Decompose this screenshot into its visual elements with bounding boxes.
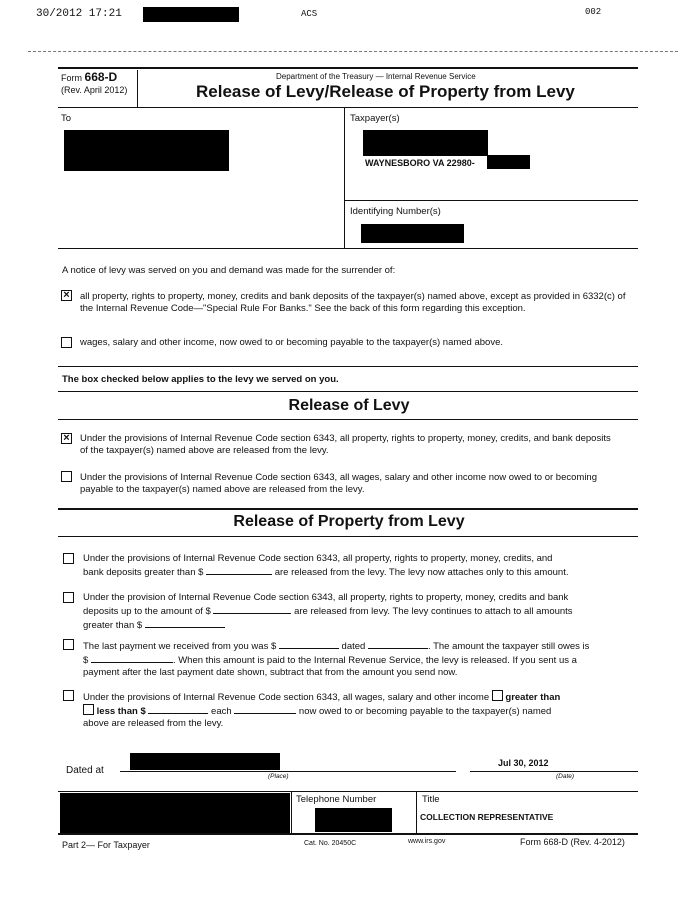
item2-line-c: are released from levy. The levy continues to attach to all amounts — [294, 606, 573, 617]
header-bottom-rule — [58, 107, 638, 108]
property-up-to-text — [83, 592, 638, 632]
footer-website: www.irs.gov — [408, 838, 446, 845]
fax-agency: ACS — [301, 9, 318, 19]
release-of-property-heading: Release of Property from Levy — [233, 513, 465, 530]
dated-at-label: Dated at — [66, 765, 104, 776]
footer-part: Part 2— For Taxpayer — [62, 840, 150, 850]
address-bottom-rule — [58, 248, 638, 249]
wages-limit-text — [83, 690, 643, 730]
amount-blank[interactable] — [213, 604, 291, 614]
notice-intro: A notice of levy was served on you and demand was made for the surrender of: — [62, 265, 396, 276]
telephone-label: Telephone Number — [296, 794, 377, 805]
item2-line-a: Under the provision of Internal Revenue Code section 6343, all property, rights to property, money, credits and bank — [83, 592, 569, 603]
release-wages-text: Under the provisions of Internal Revenue Code section 6343, all wages, salary and other income now owed to or becoming payable to the taxpayer(s) named above are released from the levy. — [80, 472, 597, 495]
redacted-taxpayer-name — [363, 130, 488, 156]
checkbox-less-than[interactable] — [83, 704, 94, 715]
identifying-rule — [344, 200, 638, 201]
checkbox-release-all-property[interactable]: × — [61, 433, 72, 444]
greater-than-label: greater than — [505, 692, 561, 703]
amount-blank[interactable] — [91, 653, 173, 663]
signature-date: Jul 30, 2012 — [498, 758, 549, 768]
item3-line-f: payment after the last payment date shown, subtract that from the amount you send now. — [83, 667, 458, 678]
form-label: Form — [61, 73, 82, 83]
form-top-rule — [58, 67, 638, 69]
amount-blank[interactable] — [145, 618, 225, 628]
amount-blank[interactable] — [279, 639, 339, 649]
release-all-property-text: Under the provisions of Internal Revenue Code section 6343, all property, rights to property, money, credits, and bank deposits of the taxpayer(s) named above are released from the levy. — [80, 433, 611, 456]
footer-catalog-number: Cat. No. 20450C — [304, 840, 357, 847]
release-of-levy-heading: Release of Levy — [288, 397, 410, 414]
property-greater-than-text — [83, 553, 638, 579]
checkbox-property-up-to[interactable] — [63, 592, 74, 603]
to-label: To — [61, 113, 72, 124]
checkbox-property-greater-than[interactable] — [63, 553, 74, 564]
item3-line-a: The last payment we received from you was $ — [83, 641, 277, 652]
taxpayer-location: WAYNESBORO VA 22980- — [365, 158, 475, 168]
less-than-label: less than $ — [96, 706, 146, 717]
item2-line-b: deposits up to the amount of $ — [83, 606, 211, 617]
place-line — [120, 771, 456, 772]
item1-line-a: Under the provisions of Internal Revenue Code section 6343, all property, rights to property, money, credits, and — [83, 553, 553, 564]
department-line: Department of the Treasury — Internal Revenue Service — [276, 72, 476, 81]
item2-line-d: greater than $ — [83, 620, 143, 631]
footer-form-reference: Form 668-D (Rev. 4-2012) — [520, 837, 625, 847]
release-property-top-rule — [58, 508, 638, 510]
option-wages-text: wages, salary and other income, now owed to or becoming payable to the taxpayer(s) named above. — [80, 337, 503, 348]
signature-table-top — [58, 791, 638, 792]
checkbox-all-property[interactable]: × — [61, 290, 72, 301]
redacted-signature — [60, 793, 290, 833]
identifying-number-label: Identifying Number(s) — [350, 206, 441, 217]
header-divider — [137, 70, 138, 107]
title-divider — [416, 791, 417, 833]
item3-line-d: $ — [83, 655, 89, 666]
fax-dashed-line — [28, 51, 678, 52]
release-levy-bottom-rule — [58, 419, 638, 420]
item1-line-c: are released from the levy. The levy now attaches only to this amount. — [274, 567, 569, 578]
telephone-divider — [291, 791, 292, 833]
date-caption: (Date) — [556, 773, 575, 780]
item4-line-f: above are released from the levy. — [83, 718, 224, 729]
item4-line-e: now owed to or becoming payable to the taxpayer(s) named — [298, 706, 552, 717]
redacted-to-address — [64, 130, 229, 171]
item4-line-a: Under the provisions of Internal Revenue Code section 6343, all wages, salary and other income — [83, 692, 490, 703]
release-levy-top-rule — [58, 391, 638, 392]
fax-datetime: 30/2012 17:21 — [36, 8, 122, 20]
redacted-identifying-number — [361, 224, 464, 243]
item1-line-b: bank deposits greater than $ — [83, 567, 204, 578]
place-caption: (Place) — [268, 773, 289, 780]
option-all-property-text: all property, rights to property, money, credits and bank deposits of the taxpayer(s) named above, except as provided in 6332(c) of the Internal Revenue Code—"Special Rule For Banks." See the back of this form regarding this exception. — [80, 291, 626, 314]
notice-rule — [58, 366, 638, 367]
last-payment-text — [83, 639, 638, 679]
checkbox-release-wages[interactable] — [61, 471, 72, 482]
checkbox-wages[interactable] — [61, 337, 72, 348]
form-number-block — [61, 71, 127, 96]
form-title: Release of Levy/Release of Property from Levy — [196, 82, 575, 101]
period-blank[interactable] — [234, 704, 296, 714]
form-revision: (Rev. April 2012) — [61, 85, 128, 95]
date-line — [470, 771, 638, 772]
date-blank[interactable] — [368, 639, 428, 649]
amount-blank[interactable] — [206, 565, 272, 575]
item3-line-c: . The amount the taxpayer still owes is — [427, 641, 590, 652]
address-divider — [344, 108, 345, 248]
title-label: Title — [422, 794, 440, 805]
title-value: COLLECTION REPRESENTATIVE — [420, 812, 554, 822]
checkbox-last-payment[interactable] — [63, 639, 74, 650]
checkbox-wages-limit[interactable] — [63, 690, 74, 701]
redacted-zip-suffix — [487, 155, 530, 169]
taxpayer-label: Taxpayer(s) — [350, 113, 400, 124]
redacted-place — [130, 753, 280, 770]
item4-line-d: each — [211, 706, 232, 717]
release-property-bottom-rule — [58, 536, 638, 537]
form-number: 668-D — [84, 70, 118, 84]
checkbox-greater-than[interactable] — [492, 690, 503, 701]
fax-page-number: 002 — [585, 7, 602, 17]
signature-table-bottom — [58, 833, 638, 835]
item3-line-e: . When this amount is paid to the Internal Revenue Service, the levy is released. If you sent us a — [172, 655, 577, 666]
item3-line-b: dated — [341, 641, 366, 652]
redacted-telephone — [315, 808, 392, 832]
redacted-fax-sender — [143, 7, 239, 22]
amount-blank[interactable] — [148, 704, 208, 714]
box-applies-text: The box checked below applies to the levy we served on you. — [62, 374, 339, 385]
